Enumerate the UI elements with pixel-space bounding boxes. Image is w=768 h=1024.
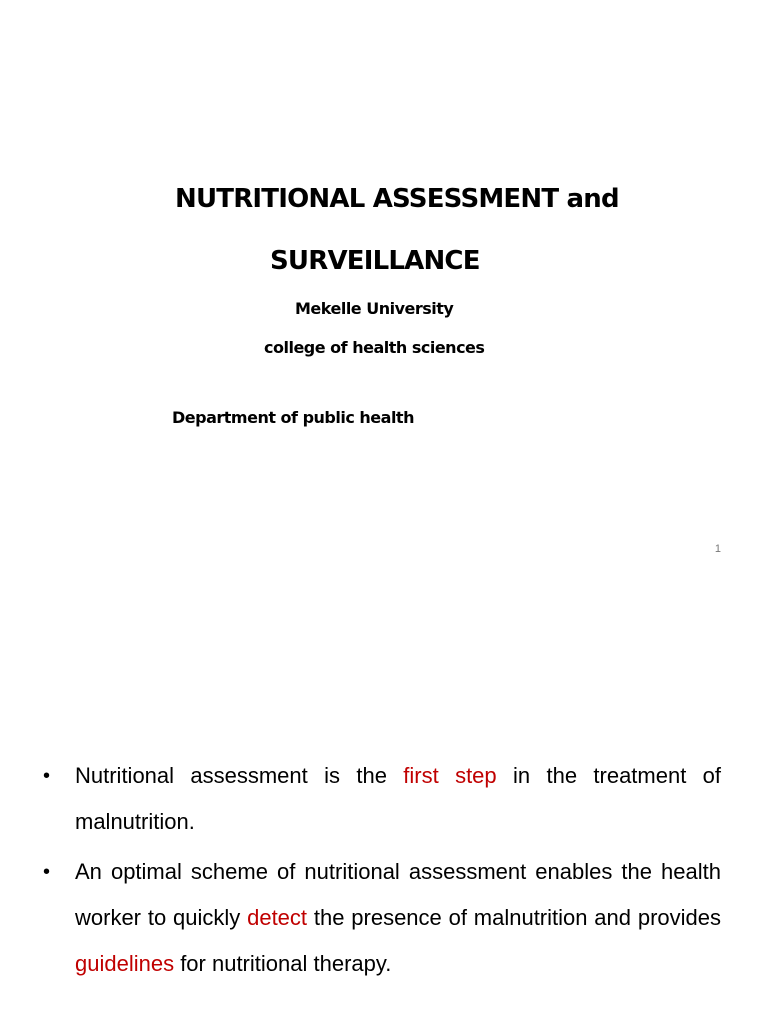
department-name: Department of public health <box>172 408 414 427</box>
bullet-list <box>0 576 768 1024</box>
college-name: college of health sciences <box>264 338 485 357</box>
bullet-text: the presence of malnutrition and provides <box>307 905 721 930</box>
bullet-text: An optimal scheme of nutritional assessment enables the health worker to quickly <box>75 859 721 930</box>
university-name: Mekelle University <box>295 299 454 318</box>
content-slide <box>0 576 768 1024</box>
bullet-marker: • <box>43 765 51 787</box>
bullet-item-first-step <box>43 753 722 845</box>
slide-title-line-2: SURVEILLANCE <box>270 246 480 276</box>
slide-number: 1 <box>714 543 721 555</box>
slide-title-line-1: NUTRITIONAL ASSESSMENT and <box>175 184 619 214</box>
highlight-first-step: first step <box>403 763 497 788</box>
highlight-guidelines: guidelines <box>75 951 175 976</box>
bullet-item-optimal-scheme <box>43 849 721 987</box>
highlight-detect: detect <box>247 905 308 930</box>
bullet-text: in the treatment of malnutrition. <box>75 763 722 834</box>
bullet-text: for nutritional therapy. <box>174 951 392 976</box>
bullet-text: Nutritional assessment is the <box>75 763 404 788</box>
bullet-marker: • <box>43 861 51 883</box>
